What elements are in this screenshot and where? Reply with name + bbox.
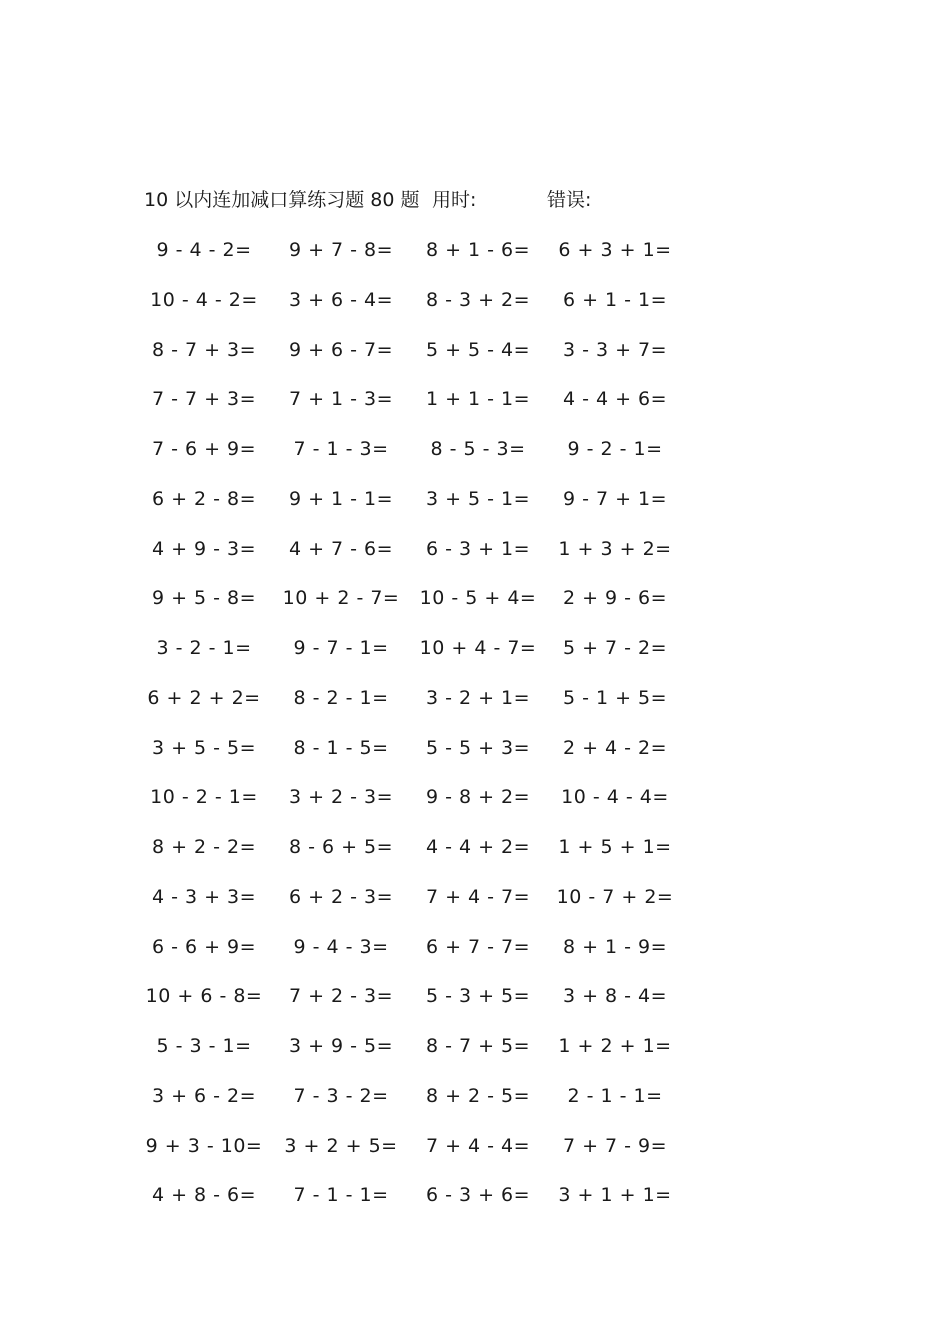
problem-item: 6 + 3 + 1= — [558, 239, 672, 261]
problem-row — [0, 385, 950, 435]
error-label: 错误: — [547, 189, 592, 211]
problem-item: 5 + 7 - 2= — [562, 637, 668, 659]
problem-item: 10 - 4 - 2= — [150, 288, 258, 311]
problem-item: 6 - 6 + 9= — [151, 935, 257, 958]
problem-item: 10 - 4 - 4= — [561, 786, 669, 809]
problem-item: 3 + 6 - 4= — [288, 288, 394, 311]
problem-item: 7 - 3 - 2= — [293, 1084, 389, 1107]
problem-row — [0, 684, 950, 734]
problem-item: 3 - 3 + 7= — [562, 338, 668, 361]
problem-row — [0, 833, 950, 883]
problem-row — [0, 435, 950, 485]
problem-item: 1 + 3 + 2= — [558, 537, 672, 560]
problem-item: 7 + 4 - 7= — [425, 885, 531, 908]
problem-row — [0, 336, 950, 386]
time-label: 用时: — [432, 189, 477, 211]
problem-item: 5 - 1 + 5= — [562, 686, 668, 709]
problem-item: 8 - 3 + 2= — [425, 288, 531, 311]
problem-item: 4 + 9 - 3= — [151, 537, 257, 560]
problem-item: 3 + 5 - 1= — [425, 487, 531, 510]
problem-item: 8 - 7 + 3= — [151, 338, 257, 361]
problem-item: 3 + 2 + 5= — [284, 1134, 398, 1157]
problem-item: 10 - 7 + 2= — [556, 885, 674, 908]
problem-item: 7 + 2 - 3= — [288, 985, 394, 1008]
problem-item: 7 + 7 - 9= — [562, 1134, 668, 1157]
problem-item: 8 + 1 - 6= — [425, 239, 531, 261]
problem-item: 9 + 5 - 8= — [151, 587, 257, 610]
problem-item: 9 + 3 - 10= — [145, 1134, 263, 1157]
problem-item: 2 + 4 - 2= — [562, 736, 668, 759]
problem-item: 3 + 8 - 4= — [562, 985, 668, 1008]
problem-row — [0, 485, 950, 535]
problem-item: 8 + 1 - 9= — [562, 935, 668, 958]
problem-item: 6 + 1 - 1= — [562, 288, 668, 311]
problem-item: 9 - 4 - 3= — [293, 935, 389, 958]
problem-item: 9 - 2 - 1= — [567, 438, 663, 460]
problem-item: 8 - 5 - 3= — [430, 438, 526, 460]
problem-item: 3 + 6 - 2= — [151, 1084, 257, 1107]
problem-item: 9 + 6 - 7= — [288, 338, 394, 361]
problem-item: 6 + 2 + 2= — [147, 686, 261, 709]
problem-grid — [0, 236, 950, 1231]
problem-item: 9 + 1 - 1= — [288, 487, 394, 510]
problem-item: 3 + 9 - 5= — [288, 1035, 394, 1057]
problem-item: 7 - 6 + 9= — [151, 438, 257, 460]
problem-item: 9 + 7 - 8= — [288, 239, 394, 261]
problem-row — [0, 783, 950, 833]
problem-row — [0, 933, 950, 983]
problem-item: 2 - 1 - 1= — [567, 1084, 663, 1107]
worksheet-title: 10 以内连加减口算练习题 80 题 — [144, 189, 420, 211]
problem-item: 6 - 3 + 1= — [425, 537, 531, 560]
problem-item: 3 - 2 - 1= — [156, 637, 252, 659]
problem-item: 10 + 4 - 7= — [419, 637, 537, 659]
problem-item: 3 + 1 + 1= — [558, 1184, 672, 1207]
problem-row — [0, 883, 950, 933]
problem-item: 5 - 3 + 5= — [425, 985, 531, 1008]
problem-item: 6 - 3 + 6= — [425, 1184, 531, 1207]
problem-row — [0, 982, 950, 1032]
problem-row — [0, 1032, 950, 1082]
problem-item: 10 + 2 - 7= — [282, 587, 400, 610]
problem-item: 4 - 4 + 2= — [425, 836, 531, 858]
problem-row — [0, 535, 950, 585]
problem-item: 9 - 7 - 1= — [293, 637, 389, 659]
problem-item: 1 + 2 + 1= — [558, 1035, 672, 1057]
problem-item: 5 - 3 - 1= — [156, 1035, 252, 1057]
problem-item: 9 - 4 - 2= — [156, 239, 252, 261]
problem-item: 4 + 8 - 6= — [151, 1184, 257, 1207]
problem-item: 7 + 1 - 3= — [288, 388, 394, 411]
problem-item: 1 + 5 + 1= — [558, 836, 672, 858]
problem-item: 4 + 7 - 6= — [288, 537, 394, 560]
problem-item: 5 + 5 - 4= — [425, 338, 531, 361]
problem-item: 8 + 2 - 2= — [151, 836, 257, 858]
problem-item: 1 + 1 - 1= — [425, 388, 531, 411]
problem-row — [0, 584, 950, 634]
problem-row — [0, 1132, 950, 1182]
problem-item: 8 - 7 + 5= — [425, 1035, 531, 1057]
problem-item: 6 + 2 - 8= — [151, 487, 257, 510]
problem-item: 8 - 6 + 5= — [288, 836, 394, 858]
problem-item: 7 - 7 + 3= — [151, 388, 257, 411]
problem-item: 6 + 2 - 3= — [288, 885, 394, 908]
problem-item: 7 + 4 - 4= — [425, 1134, 531, 1157]
problem-item: 6 + 7 - 7= — [425, 935, 531, 958]
problem-item: 3 + 5 - 5= — [151, 736, 257, 759]
problem-item: 8 - 1 - 5= — [293, 736, 389, 759]
problem-item: 8 - 2 - 1= — [293, 686, 389, 709]
problem-item: 10 + 6 - 8= — [145, 985, 263, 1008]
problem-item: 8 + 2 - 5= — [425, 1084, 531, 1107]
problem-item: 2 + 9 - 6= — [562, 587, 668, 610]
problem-row — [0, 236, 950, 286]
problem-row — [0, 286, 950, 336]
problem-item: 3 + 2 - 3= — [288, 786, 394, 809]
problem-row — [0, 1082, 950, 1132]
problem-item: 4 - 4 + 6= — [562, 388, 668, 411]
problem-item: 9 - 7 + 1= — [562, 487, 668, 510]
problem-item: 4 - 3 + 3= — [151, 885, 257, 908]
problem-row — [0, 634, 950, 684]
problem-item: 10 - 5 + 4= — [419, 587, 537, 610]
problem-row — [0, 734, 950, 784]
problem-row — [0, 1181, 950, 1231]
problem-item: 3 - 2 + 1= — [425, 686, 531, 709]
problem-item: 9 - 8 + 2= — [425, 786, 531, 809]
problem-item: 7 - 1 - 1= — [293, 1184, 389, 1207]
problem-item: 7 - 1 - 3= — [293, 438, 389, 460]
problem-item: 5 - 5 + 3= — [425, 736, 531, 759]
problem-item: 10 - 2 - 1= — [150, 786, 258, 809]
